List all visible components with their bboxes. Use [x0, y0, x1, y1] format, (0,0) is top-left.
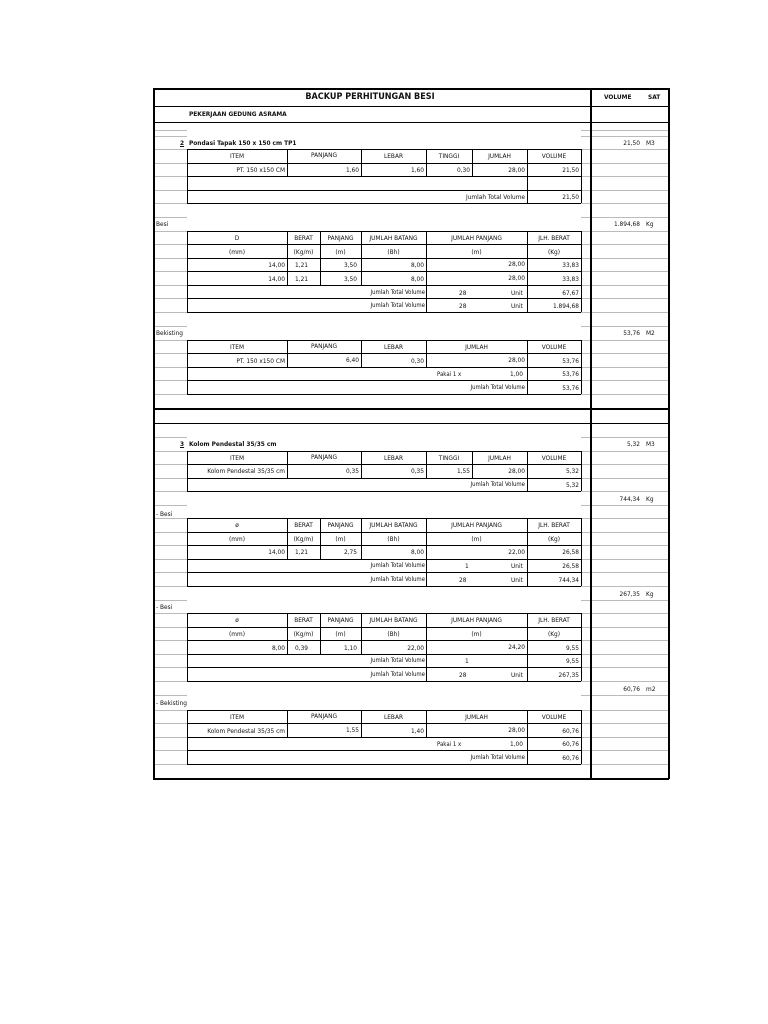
- col-header: ø: [235, 521, 239, 529]
- cell: PT. 150 x150 CM: [236, 357, 285, 365]
- col-header: JLH. BERAT: [538, 234, 570, 242]
- project-name: PEKERJAAN GEDUNG ASRAMA: [189, 110, 287, 118]
- pakai-volume: 53,76: [562, 370, 579, 378]
- unit-header: (m): [471, 535, 482, 543]
- cell: 22,00: [508, 548, 525, 556]
- cell: 14,00: [268, 548, 285, 556]
- section-volume: 5,32: [626, 440, 640, 448]
- cell: 0,30: [456, 166, 470, 174]
- cell: 9,55: [565, 644, 579, 652]
- total-label: Jumlah Total Volume: [470, 754, 525, 761]
- unit-header: (m): [335, 248, 346, 256]
- section-label: Bekisting: [156, 329, 184, 337]
- section-number: 2: [180, 139, 185, 147]
- unit-header: (Kg/m): [293, 248, 314, 256]
- total-label: Jumlah Total Volume: [370, 289, 425, 296]
- total-value: 9,55: [565, 657, 579, 665]
- cell: 1,21: [295, 548, 309, 556]
- col-header: JLH. BERAT: [538, 521, 570, 529]
- total-label: Jumlah Total Volume: [370, 657, 425, 664]
- total-value: 67,67: [562, 289, 579, 297]
- col-header: PANJANG: [311, 712, 337, 720]
- unit-header: (Kg): [547, 248, 561, 256]
- col-header: JUMLAH BATANG: [369, 234, 418, 242]
- pakai-volume: 60,76: [562, 740, 579, 748]
- col-header: VOLUME: [541, 343, 567, 351]
- section-title: Kolom Pendestal 35/35 cm: [189, 440, 277, 448]
- unit-header: (Kg/m): [293, 630, 314, 638]
- sat-column-header: SAT: [648, 93, 661, 101]
- section-number: 3: [180, 440, 185, 448]
- cell: 8,00: [410, 548, 424, 556]
- total-value: 21,50: [562, 193, 579, 201]
- col-header: VOLUME: [541, 152, 567, 160]
- cell: 28,00: [508, 467, 525, 475]
- section-unit: M2: [646, 329, 655, 337]
- cell: 1,60: [410, 166, 424, 174]
- cell: 5,32: [565, 467, 579, 475]
- col-header: JUMLAH: [465, 713, 488, 721]
- total-label: Jumlah Total Volume: [470, 481, 525, 488]
- section-volume: 744,34: [619, 495, 640, 503]
- col-header: JUMLAH PANJANG: [451, 616, 502, 624]
- unit-header: (m): [335, 630, 346, 638]
- section-label: - Besi: [156, 603, 173, 611]
- cell: 33,83: [562, 275, 579, 283]
- col-header: VOLUME: [541, 713, 567, 721]
- cell: 2,75: [343, 548, 357, 556]
- cell: 28,00: [508, 274, 525, 282]
- section-unit: m2: [646, 685, 656, 693]
- col-header: TINGGI: [438, 152, 460, 160]
- col-header: PANJANG: [327, 521, 354, 529]
- col-header: VOLUME: [541, 454, 567, 462]
- col-header: JUMLAH: [488, 152, 511, 160]
- total-value: 26,58: [562, 562, 579, 570]
- section-volume: 1.894,68: [613, 220, 640, 228]
- cell: 1,10: [343, 644, 357, 652]
- col-header: JLH. BERAT: [538, 616, 570, 624]
- cell: 8,00: [410, 275, 424, 283]
- col-header: JUMLAH BATANG: [369, 521, 418, 529]
- section-volume: 21,50: [623, 139, 640, 147]
- col-header: LEBAR: [383, 454, 404, 462]
- col-header: ITEM: [229, 454, 245, 462]
- col-header: JUMLAH PANJANG: [451, 234, 502, 242]
- sheet-title: BACKUP PERHITUNGAN BESI: [305, 92, 435, 102]
- total-label: Jumlah Total Volume: [466, 193, 525, 201]
- unit-header: (mm): [229, 535, 245, 543]
- col-header: JUMLAH BATANG: [369, 616, 418, 624]
- cell: 28,00: [508, 166, 525, 174]
- total-value: 60,76: [562, 754, 579, 762]
- cell: 21,50: [562, 166, 579, 174]
- cell: 6,40: [345, 356, 359, 364]
- total-qty: 28: [459, 671, 467, 679]
- cell: 22,00: [407, 644, 424, 652]
- unit-header: (Kg): [547, 535, 561, 543]
- cell: 0,35: [410, 467, 424, 475]
- cell: PT. 150 x150 CM: [236, 166, 285, 174]
- total-unit: Unit: [511, 289, 523, 297]
- total-unit: Unit: [511, 576, 523, 584]
- section-unit: M3: [646, 139, 655, 147]
- cell: 8,00: [271, 644, 285, 652]
- section-unit: Kg: [646, 590, 654, 598]
- section-title: Pondasi Tapak 150 x 150 cm TP1: [189, 139, 297, 147]
- section-volume: 267,35: [619, 590, 640, 598]
- total-qty: 28: [459, 302, 467, 310]
- total-label: Jumlah Total Volume: [370, 562, 425, 569]
- col-header: ITEM: [229, 713, 245, 721]
- unit-header: (Kg/m): [293, 535, 314, 543]
- col-header: PANJANG: [311, 342, 337, 350]
- col-header: LEBAR: [383, 343, 404, 351]
- cell: 0,35: [345, 467, 359, 475]
- unit-header: (mm): [229, 630, 245, 638]
- total-value: 267,35: [558, 671, 579, 679]
- total-qty: 1: [465, 562, 469, 570]
- col-header: JUMLAH: [465, 343, 488, 351]
- section-label: Besi: [156, 220, 169, 228]
- pakai-value: 1,00: [509, 370, 523, 378]
- unit-header: (mm): [229, 248, 245, 256]
- total-label: Jumlah Total Volume: [470, 384, 525, 391]
- col-header: LEBAR: [383, 713, 404, 721]
- pakai-value: 1,00: [509, 740, 523, 748]
- unit-header: (m): [335, 535, 346, 543]
- section-volume: 60,76: [623, 685, 640, 693]
- unit-header: (Kg): [547, 630, 561, 638]
- col-header: ITEM: [229, 343, 245, 351]
- cell: 1,21: [295, 275, 309, 283]
- col-header: PANJANG: [327, 234, 354, 242]
- cell: 28,00: [508, 726, 525, 734]
- col-header: TINGGI: [438, 454, 460, 462]
- col-header: ø: [235, 616, 239, 624]
- cell: 53,76: [562, 357, 579, 365]
- col-header: JUMLAH: [488, 454, 511, 462]
- total-unit: Unit: [511, 302, 523, 310]
- pakai-label: Pakai 1 x: [437, 741, 462, 748]
- col-header: PANJANG: [327, 616, 354, 624]
- cell: Kolom Pendestal 35/35 cm: [207, 467, 285, 475]
- cell: 0,30: [410, 357, 424, 365]
- cell: Kolom Pendestal 35/35 cm: [207, 727, 285, 735]
- cell: 24,20: [508, 643, 525, 651]
- total-qty: 1: [465, 657, 469, 665]
- cell: 60,76: [562, 727, 579, 735]
- cell: 3,50: [343, 261, 357, 269]
- unit-header: (Bh): [387, 535, 400, 543]
- section-unit: Kg: [646, 220, 654, 228]
- unit-header: (Bh): [387, 248, 400, 256]
- cell: 14,00: [268, 275, 285, 283]
- col-header: PANJANG: [311, 151, 337, 159]
- total-qty: 28: [459, 576, 467, 584]
- cell: 1,55: [345, 726, 359, 734]
- total-value: 744,34: [558, 576, 579, 584]
- pakai-label: Pakai 1 x: [437, 371, 462, 378]
- col-header: BERAT: [294, 521, 313, 529]
- total-label: Jumlah Total Volume: [370, 576, 425, 583]
- volume-column-header: VOLUME: [604, 93, 632, 101]
- section-unit: Kg: [646, 495, 654, 503]
- section-label: - Besi: [156, 510, 173, 518]
- total-value: 1.894,68: [552, 302, 579, 310]
- total-label: Jumlah Total Volume: [370, 302, 425, 309]
- unit-header: (m): [471, 630, 482, 638]
- section-unit: M3: [646, 440, 655, 448]
- cell: 33,83: [562, 261, 579, 269]
- cell: 8,00: [410, 261, 424, 269]
- cell: 28,00: [508, 260, 525, 268]
- total-value: 53,76: [562, 384, 579, 392]
- cell: 1,55: [456, 467, 470, 475]
- cell: 1,60: [345, 166, 359, 174]
- total-value: 5,32: [565, 481, 579, 489]
- section-label: - Bekisting: [156, 699, 187, 707]
- col-header: BERAT: [294, 616, 313, 624]
- cell: 0,39: [295, 644, 309, 652]
- col-header: BERAT: [294, 234, 313, 242]
- total-label: Jumlah Total Volume: [370, 671, 425, 678]
- cell: 14,00: [268, 261, 285, 269]
- cell: 28,00: [508, 356, 525, 364]
- col-header: ITEM: [229, 152, 245, 160]
- cell: 26,58: [562, 548, 579, 556]
- total-qty: 28: [459, 289, 467, 297]
- col-header: JUMLAH PANJANG: [451, 521, 502, 529]
- cell: 1,40: [410, 727, 424, 735]
- total-unit: Unit: [511, 562, 523, 570]
- cell: 1,21: [295, 261, 309, 269]
- total-unit: Unit: [511, 671, 523, 679]
- unit-header: (m): [471, 248, 482, 256]
- section-volume: 53,76: [623, 329, 640, 337]
- unit-header: (Bh): [387, 630, 400, 638]
- col-header: D: [234, 234, 240, 242]
- col-header: LEBAR: [383, 152, 404, 160]
- col-header: PANJANG: [311, 453, 337, 461]
- cell: 3,50: [343, 275, 357, 283]
